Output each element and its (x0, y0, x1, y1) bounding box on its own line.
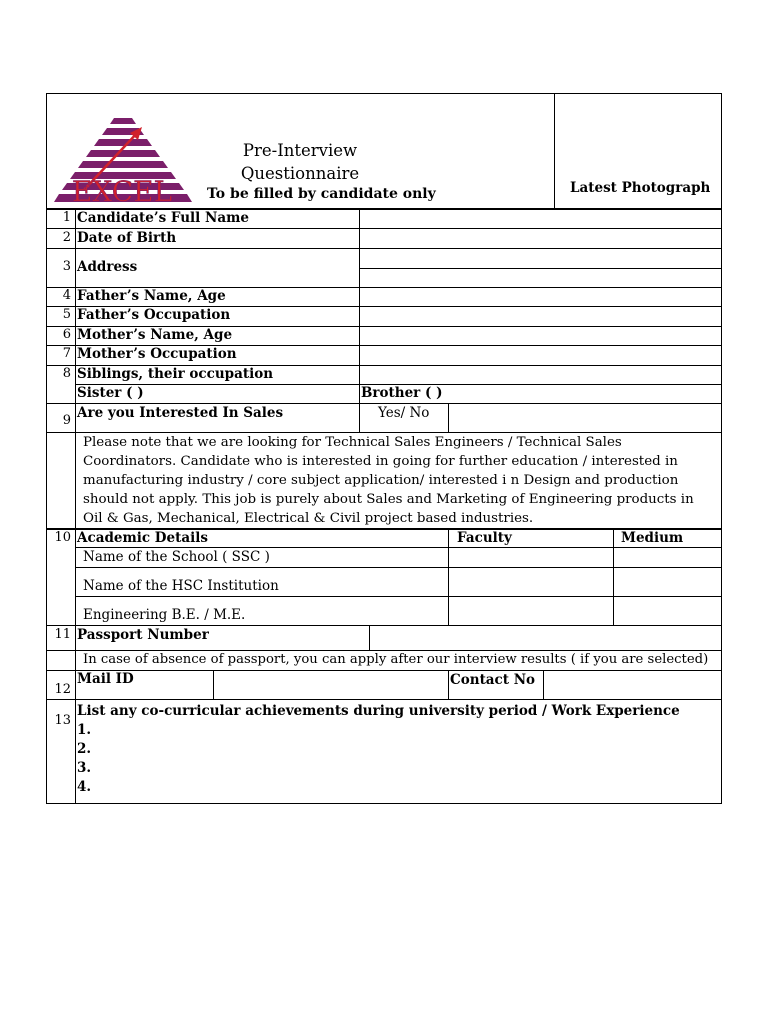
questionnaire-form (46, 93, 722, 804)
row-number: 5 (62, 307, 71, 322)
ssc-faculty-field[interactable] (449, 548, 613, 567)
father-name-age-field[interactable] (360, 288, 721, 306)
engineering-faculty-field[interactable] (449, 597, 613, 625)
row-number: 2 (62, 230, 71, 245)
photograph-label: Latest Photograph (570, 180, 711, 196)
row-number: 9 (62, 413, 71, 428)
form-title: Pre-Interview Questionnaire (240, 141, 360, 183)
achievements-field[interactable] (97, 720, 721, 800)
svg-text:EXCEL: EXCEL (71, 175, 173, 208)
label-sister: Sister ( ) (77, 385, 144, 401)
excel-logo (52, 118, 192, 214)
hsc-faculty-field[interactable] (449, 568, 613, 596)
row-number: 7 (62, 346, 71, 361)
achievement-item: 1. (77, 722, 92, 738)
father-occupation-field[interactable] (360, 307, 721, 326)
yes-no-option[interactable]: Yes/ No (378, 405, 430, 421)
row-number: 13 (54, 713, 71, 728)
row-number: 1 (62, 210, 71, 225)
sales-interest-field[interactable] (449, 404, 721, 432)
label-mother-name-age: Mother’s Name, Age (77, 327, 233, 343)
label-mail-id: Mail ID (77, 671, 134, 687)
label-address: Address (77, 259, 138, 275)
label-interested-sales: Are you Interested In Sales (77, 405, 284, 421)
form-subtitle: To be filled by candidate only (207, 186, 436, 202)
row-number: 3 (62, 259, 71, 274)
row-number: 8 (62, 366, 71, 381)
mother-occupation-field[interactable] (360, 346, 721, 365)
row-number: 10 (54, 530, 71, 545)
label-date-of-birth: Date of Birth (77, 230, 177, 246)
label-hsc-institution: Name of the HSC Institution (83, 578, 279, 594)
address-field[interactable] (360, 249, 721, 287)
label-brother: Brother ( ) (361, 385, 443, 401)
full-name-field[interactable] (360, 209, 721, 228)
date-of-birth-field[interactable] (360, 229, 721, 248)
label-achievements: List any co-curricular achievements during university period / Work Experience (77, 703, 680, 719)
mail-id-field[interactable] (214, 671, 448, 699)
ssc-medium-field[interactable] (614, 548, 721, 567)
label-passport-number: Passport Number (77, 627, 209, 643)
engineering-medium-field[interactable] (614, 597, 721, 625)
passport-number-field[interactable] (370, 626, 721, 650)
label-siblings: Siblings, their occupation (77, 366, 274, 382)
label-ssc-school: Name of the School ( SSC ) (83, 549, 270, 565)
mother-name-age-field[interactable] (360, 327, 721, 345)
label-academic-details: Academic Details (77, 530, 208, 546)
hsc-medium-field[interactable] (614, 568, 721, 596)
row-number: 12 (54, 682, 71, 697)
achievement-item: 4. (77, 779, 92, 795)
label-father-occupation: Father’s Occupation (77, 307, 231, 323)
row-number: 11 (54, 627, 71, 642)
label-full-name: Candidate’s Full Name (77, 210, 249, 226)
passport-note: In case of absence of passport, you can apply after our interview results ( if you are selected) (83, 652, 709, 667)
header-faculty: Faculty (457, 530, 512, 546)
row-number: 4 (62, 288, 71, 303)
label-father-name-age: Father’s Name, Age (77, 288, 226, 304)
achievement-item: 3. (77, 760, 92, 776)
row-number: 6 (62, 327, 71, 342)
label-mother-occupation: Mother’s Occupation (77, 346, 237, 362)
contact-no-field[interactable] (544, 671, 721, 699)
achievement-item: 2. (77, 741, 92, 757)
sales-note: Please note that we are looking for Technical Sales Engineers / Technical Sales Coordinators. Candidate who is interested in going for further education / interested in manufacturing industry / core subject application/ interested i n Design and production should not apply. This job is purely about Sales and Marketing of Engineering products in Oil & Gas, Mechanical, Electrical & Civil project based industries. (83, 435, 694, 526)
label-contact-no: Contact No (450, 672, 536, 688)
header-medium: Medium (621, 530, 684, 546)
label-engineering: Engineering B.E. / M.E. (83, 607, 246, 623)
